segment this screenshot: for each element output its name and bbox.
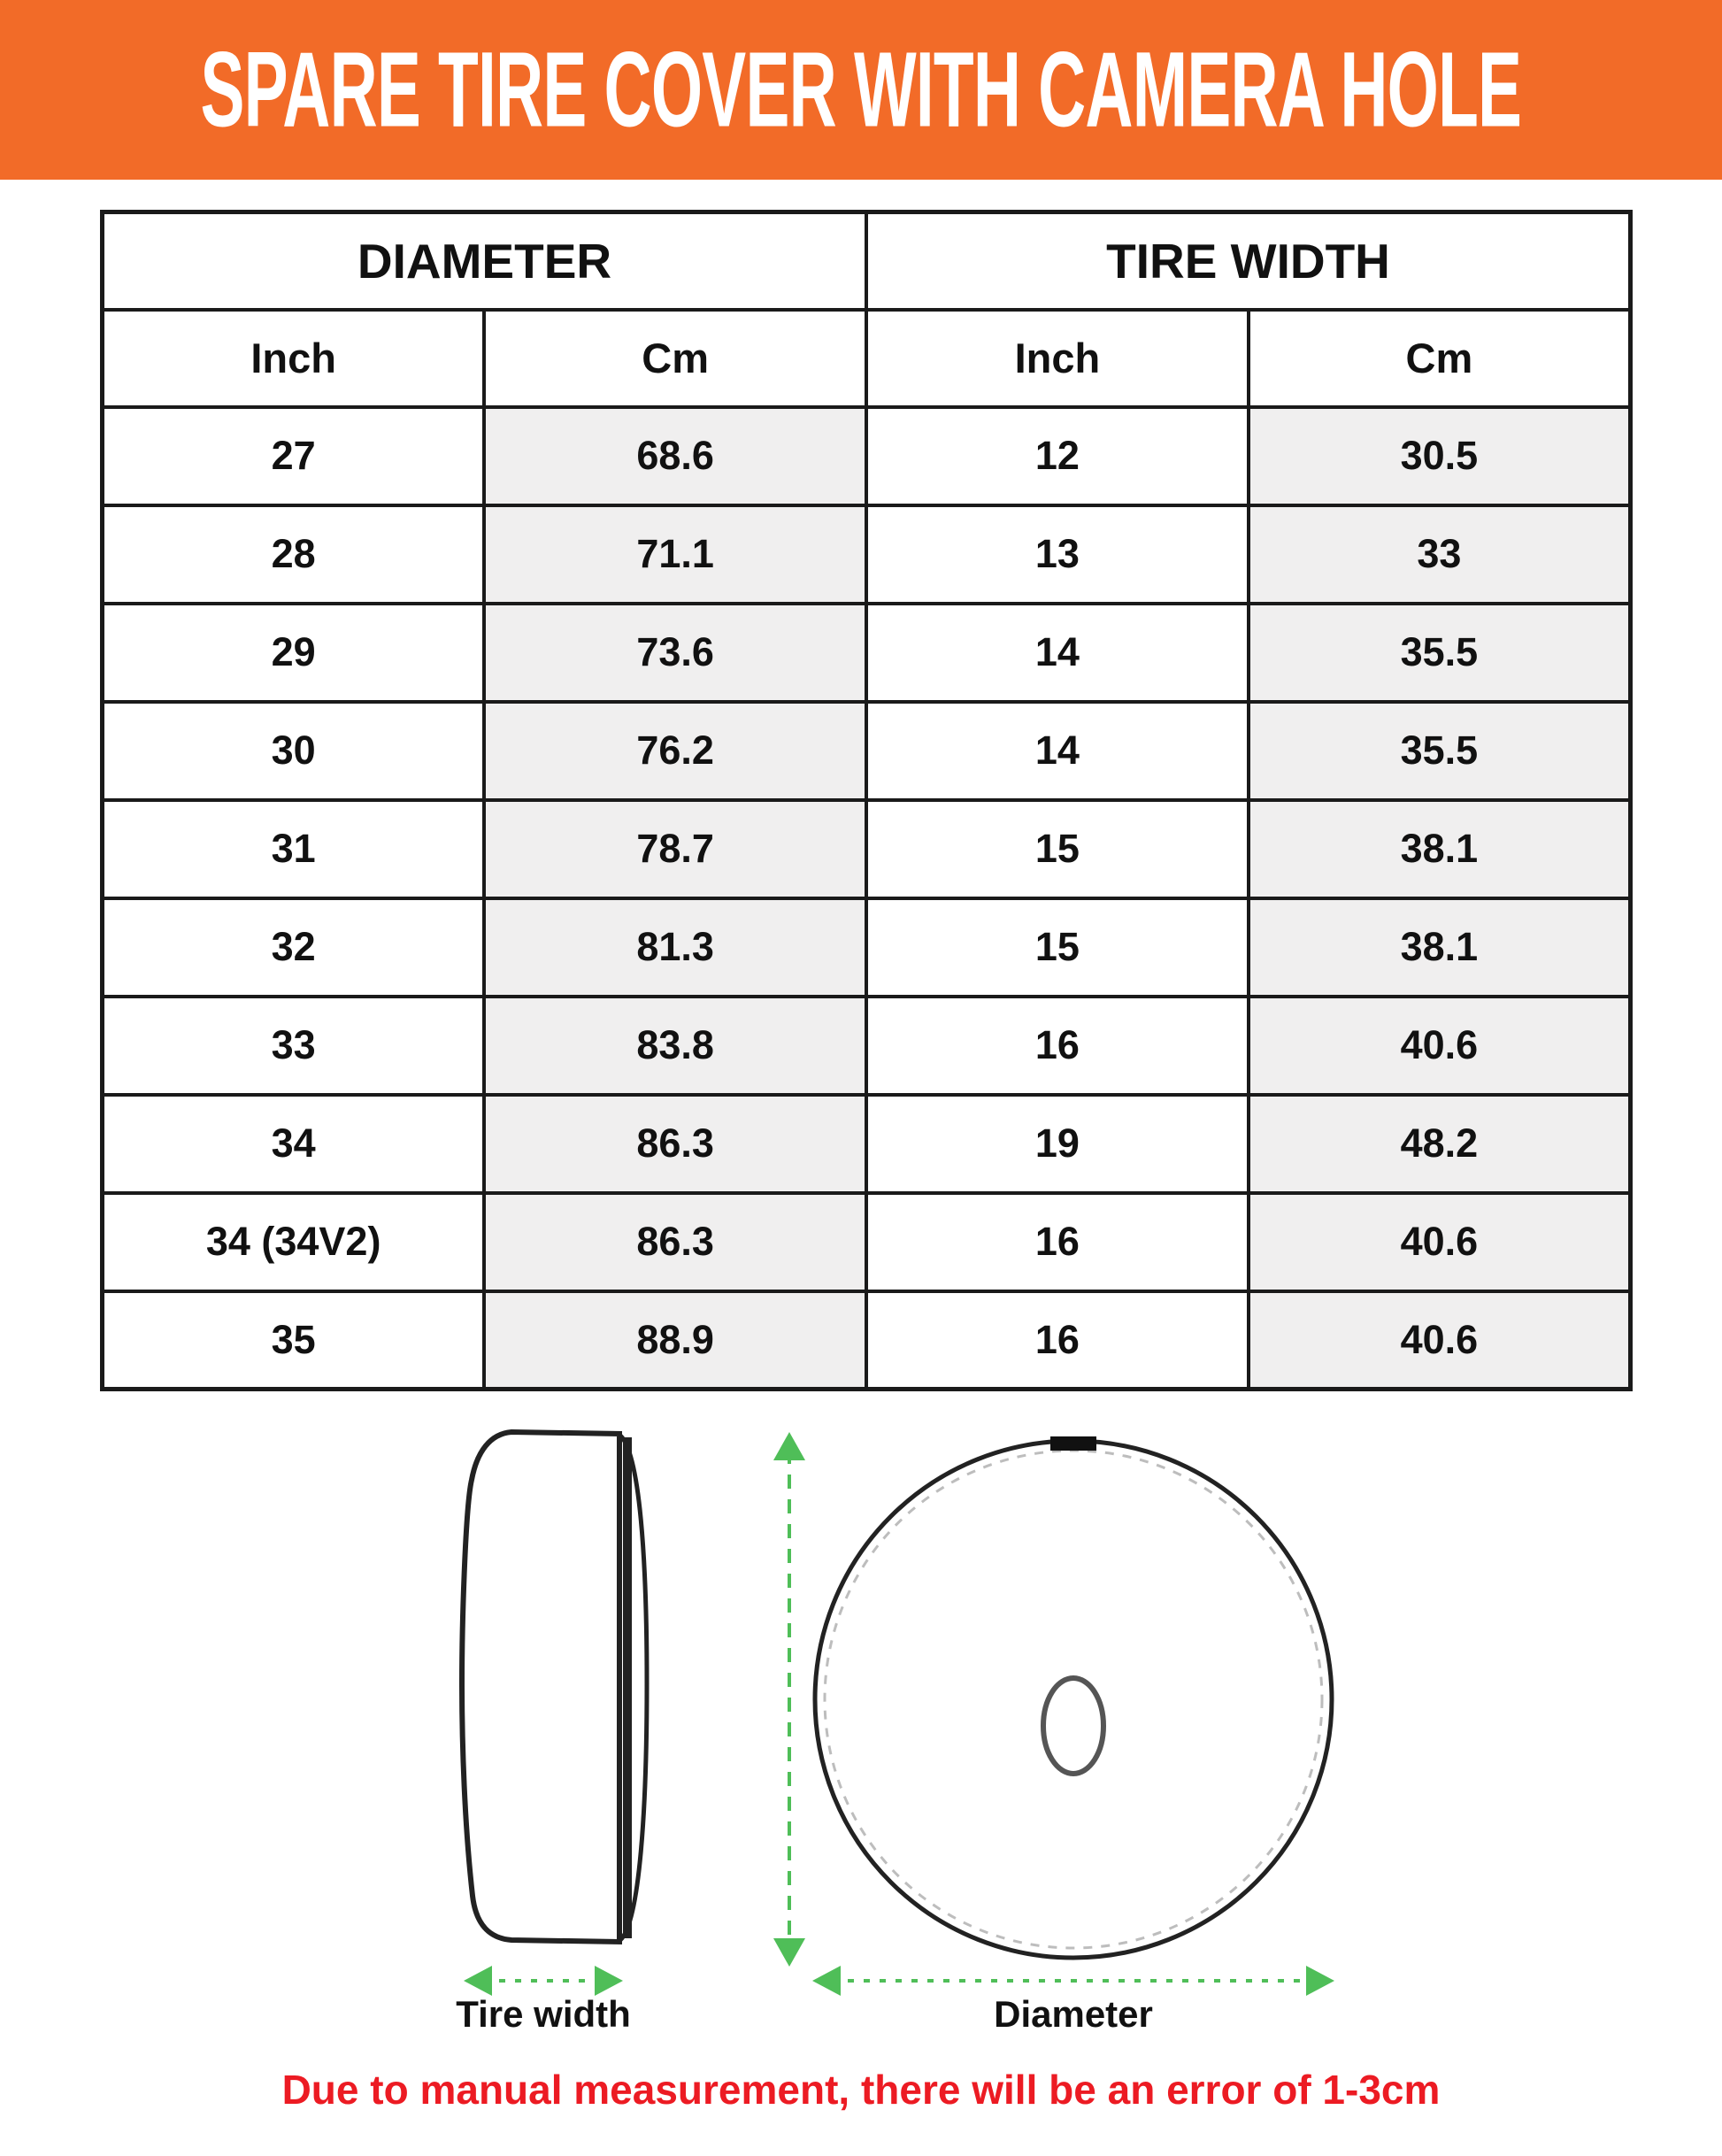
width-cm-cell: 35.5: [1249, 702, 1631, 800]
diameter-inch-cell: 34: [103, 1095, 485, 1193]
diameter-inch-cell: 33: [103, 997, 485, 1095]
width-inch-cell: 15: [866, 898, 1249, 997]
diameter-cm-cell: 71.1: [484, 505, 866, 604]
camera-hole: [1043, 1678, 1103, 1774]
table-row: [103, 997, 1631, 1095]
diameter-cm-header: Cm: [484, 310, 866, 407]
tire-width-group-header: TIRE WIDTH: [866, 212, 1631, 310]
width-cm-cell: 40.6: [1249, 997, 1631, 1095]
header-banner: [0, 0, 1722, 180]
tire-width-label: Tire width: [456, 1993, 631, 2035]
diameter-cm-cell: 86.3: [484, 1193, 866, 1291]
table-row: [103, 898, 1631, 997]
diameter-inch-cell: 31: [103, 800, 485, 898]
diameter-inch-cell: 27: [103, 407, 485, 505]
table-row: [103, 1291, 1631, 1390]
table-row: [103, 1193, 1631, 1291]
diameter-cm-cell: 78.7: [484, 800, 866, 898]
diameter-arrow: [812, 1966, 1334, 1996]
diameter-cm-cell: 68.6: [484, 407, 866, 505]
width-inch-cell: 13: [866, 505, 1249, 604]
width-cm-cell: 35.5: [1249, 604, 1631, 702]
table-row: [103, 604, 1631, 702]
width-inch-cell: 14: [866, 604, 1249, 702]
table-header: [103, 212, 1631, 407]
diameter-cm-cell: 86.3: [484, 1095, 866, 1193]
diameter-label: Diameter: [994, 1993, 1153, 2035]
width-inch-cell: 16: [866, 1291, 1249, 1390]
diameter-arrow-right: [1306, 1966, 1334, 1996]
tire-front-view: [815, 1436, 1332, 1958]
group-header-row: [103, 212, 1631, 310]
vertical-measure-line: [773, 1432, 805, 1967]
tire-diagram: [0, 1398, 1722, 2071]
width-inch-header: Inch: [866, 310, 1249, 407]
width-cm-cell: 30.5: [1249, 407, 1631, 505]
page-title: SPARE TIRE COVER WITH CAMERA HOLE: [200, 29, 1522, 150]
diameter-inch-cell: 28: [103, 505, 485, 604]
diameter-inch-cell: 29: [103, 604, 485, 702]
width-cm-cell: 38.1: [1249, 898, 1631, 997]
diameter-inch-cell: 32: [103, 898, 485, 997]
vertical-arrow-bottom: [773, 1938, 805, 1967]
disclaimer-text: Due to manual measurement, there will be an error of 1-3cm: [281, 2067, 1441, 2113]
unit-header-row: [103, 310, 1631, 407]
table-row: [103, 702, 1631, 800]
width-cm-cell: 38.1: [1249, 800, 1631, 898]
width-cm-header: Cm: [1249, 310, 1631, 407]
table-body: [103, 407, 1631, 1390]
tire-width-arrow-right: [595, 1966, 623, 1996]
tire-side-view: [462, 1432, 647, 1942]
table-row: [103, 505, 1631, 604]
width-inch-cell: 16: [866, 997, 1249, 1095]
table-row: [103, 800, 1631, 898]
tire-side-outline: [462, 1432, 619, 1942]
width-cm-cell: 40.6: [1249, 1291, 1631, 1390]
table-row: [103, 1095, 1631, 1193]
diameter-cm-cell: 83.8: [484, 997, 866, 1095]
width-cm-cell: 48.2: [1249, 1095, 1631, 1193]
width-cm-cell: 40.6: [1249, 1193, 1631, 1291]
tire-width-arrow: [464, 1966, 623, 1996]
size-chart-table: [100, 210, 1633, 1391]
width-inch-cell: 16: [866, 1193, 1249, 1291]
width-inch-cell: 14: [866, 702, 1249, 800]
diameter-inch-cell: 35: [103, 1291, 485, 1390]
diameter-cm-cell: 76.2: [484, 702, 866, 800]
camera-mount-mark: [1050, 1436, 1096, 1451]
diameter-group-header: DIAMETER: [103, 212, 867, 310]
diameter-inch-header: Inch: [103, 310, 485, 407]
width-inch-cell: 12: [866, 407, 1249, 505]
diameter-inch-cell: 30: [103, 702, 485, 800]
tire-width-arrow-left: [464, 1966, 492, 1996]
width-cm-cell: 33: [1249, 505, 1631, 604]
diameter-cm-cell: 81.3: [484, 898, 866, 997]
diameter-inch-cell: 34 (34V2): [103, 1193, 485, 1291]
diameter-cm-cell: 88.9: [484, 1291, 866, 1390]
vertical-arrow-top: [773, 1432, 805, 1460]
width-inch-cell: 15: [866, 800, 1249, 898]
width-inch-cell: 19: [866, 1095, 1249, 1193]
diameter-arrow-left: [812, 1966, 841, 1996]
diameter-cm-cell: 73.6: [484, 604, 866, 702]
table-row: [103, 407, 1631, 505]
